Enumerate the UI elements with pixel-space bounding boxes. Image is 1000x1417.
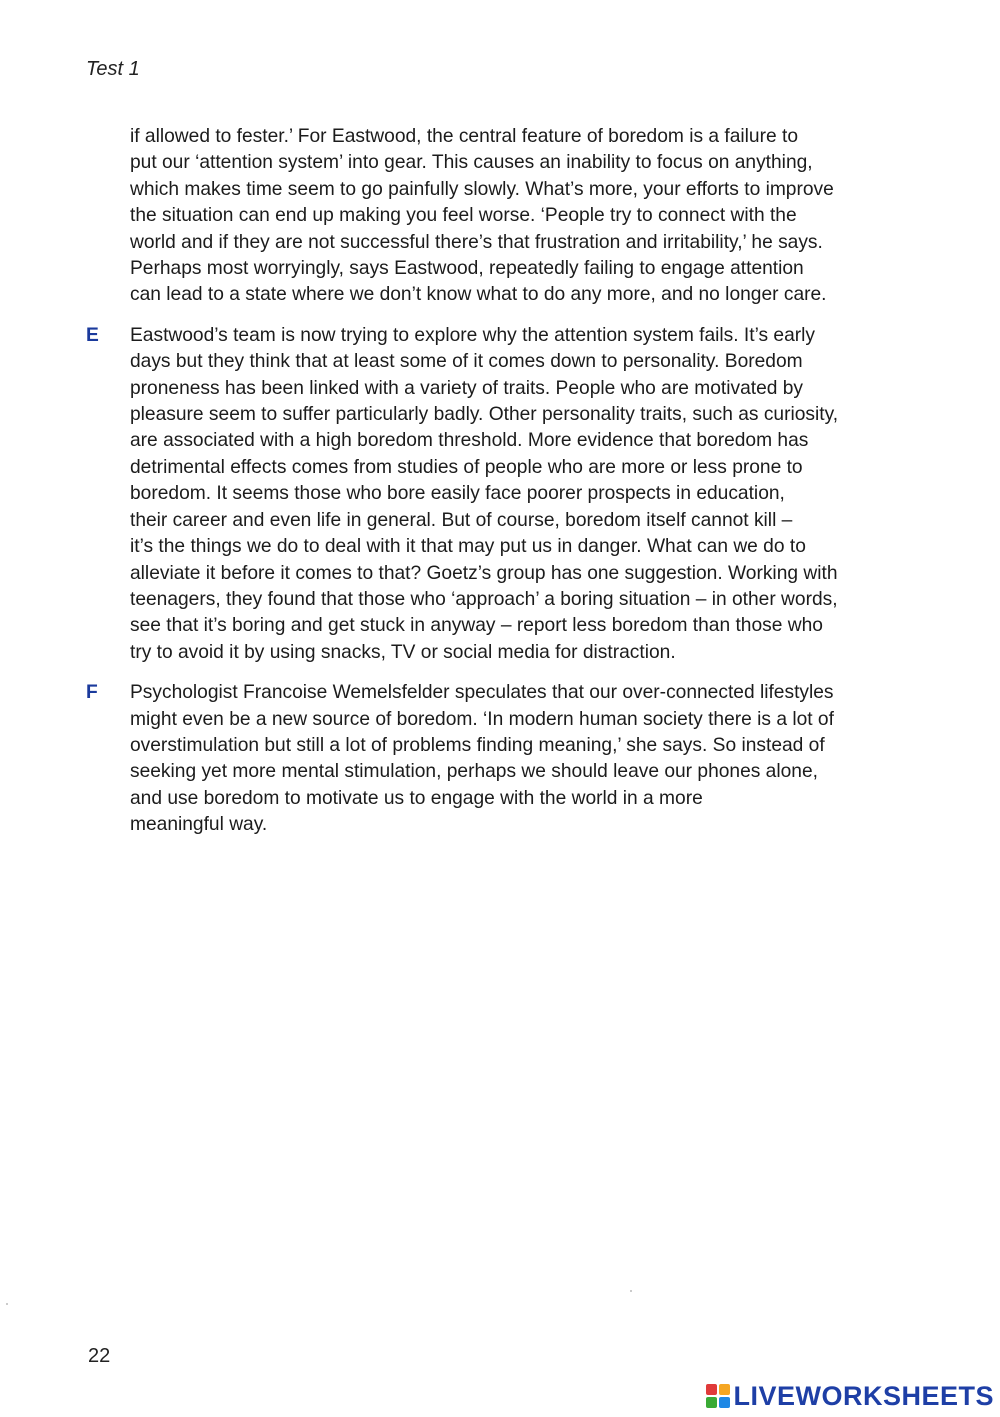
liveworksheets-logo-icon — [706, 1384, 730, 1408]
scan-speck — [6, 1303, 8, 1305]
scan-speck — [630, 1290, 632, 1292]
text-line: Psychologist Francoise Wemelsfelder speculates that our over-connected lifestyles — [130, 682, 834, 704]
paragraph-letter: F — [86, 682, 98, 704]
text-line: it’s the things we do to deal with it that may put us in danger. What can we do to — [130, 536, 806, 558]
text-line: boredom. It seems those who bore easily face poorer prospects in education, — [130, 483, 785, 505]
paragraph-f — [86, 680, 906, 838]
text-line: pleasure seem to suffer particularly badly. Other personality traits, such as curiosity, — [130, 404, 839, 426]
text-line: overstimulation but still a lot of problems finding meaning,’ she says. So instead of — [130, 734, 825, 756]
text-line: try to avoid it by using snacks, TV or social media for distraction. — [130, 641, 676, 663]
paragraph-text — [130, 680, 906, 838]
text-line: their career and even life in general. But of course, boredom itself cannot kill – — [130, 509, 793, 531]
text-line: Perhaps most worryingly, says Eastwood, repeatedly failing to engage attention — [130, 258, 804, 280]
paragraph-e — [86, 323, 906, 666]
reading-passage — [86, 124, 906, 853]
text-line: days but they think that at least some of it comes down to personality. Boredom — [130, 351, 803, 373]
text-line: the situation can end up making you feel worse. ‘People try to connect with the — [130, 205, 797, 227]
text-line: seeking yet more mental stimulation, perhaps we should leave our phones alone, — [130, 761, 818, 783]
text-line: Eastwood’s team is now trying to explore why the attention system fails. It’s early — [130, 324, 816, 346]
text-line: and use boredom to motivate us to engage with the world in a more — [130, 787, 703, 809]
text-line: can lead to a state where we don’t know what to do any more, and no longer care. — [130, 284, 827, 306]
paragraph-text — [130, 124, 906, 309]
text-line: world and if they are not successful there’s that frustration and irritability,’ he says. — [130, 231, 823, 253]
text-line: meaningful way. — [130, 814, 268, 836]
paragraph-letter: E — [86, 324, 99, 346]
text-line: detrimental effects comes from studies of people who are more or less prone to — [130, 456, 803, 478]
text-line: might even be a new source of boredom. ‘In modern human society there is a lot of — [130, 708, 834, 730]
paragraph-text — [130, 323, 906, 666]
running-header: Test 1 — [86, 58, 140, 80]
text-line: put our ‘attention system’ into gear. This causes an inability to focus on anything, — [130, 152, 813, 174]
text-line: proneness has been linked with a variety of traits. People who are motivated by — [130, 377, 804, 399]
text-line: which makes time seem to go painfully slowly. What’s more, your efforts to improve — [130, 178, 834, 200]
paragraph-d-continued — [86, 124, 906, 309]
text-line: teenagers, they found that those who ‘approach’ a boring situation – in other words, — [130, 588, 838, 610]
text-line: alleviate it before it comes to that? Goetz’s group has one suggestion. Working with — [130, 562, 838, 584]
text-line: if allowed to fester.’ For Eastwood, the central feature of boredom is a failure to — [130, 126, 799, 147]
page-number: 22 — [88, 1345, 111, 1367]
brand-name: LIVEWORKSHEETS — [733, 1380, 994, 1411]
text-line: see that it’s boring and get stuck in anyway – report less boredom than those who — [130, 615, 823, 637]
text-line: are associated with a high boredom threshold. More evidence that boredom has — [130, 430, 809, 452]
liveworksheets-watermark[interactable] — [706, 1381, 994, 1411]
